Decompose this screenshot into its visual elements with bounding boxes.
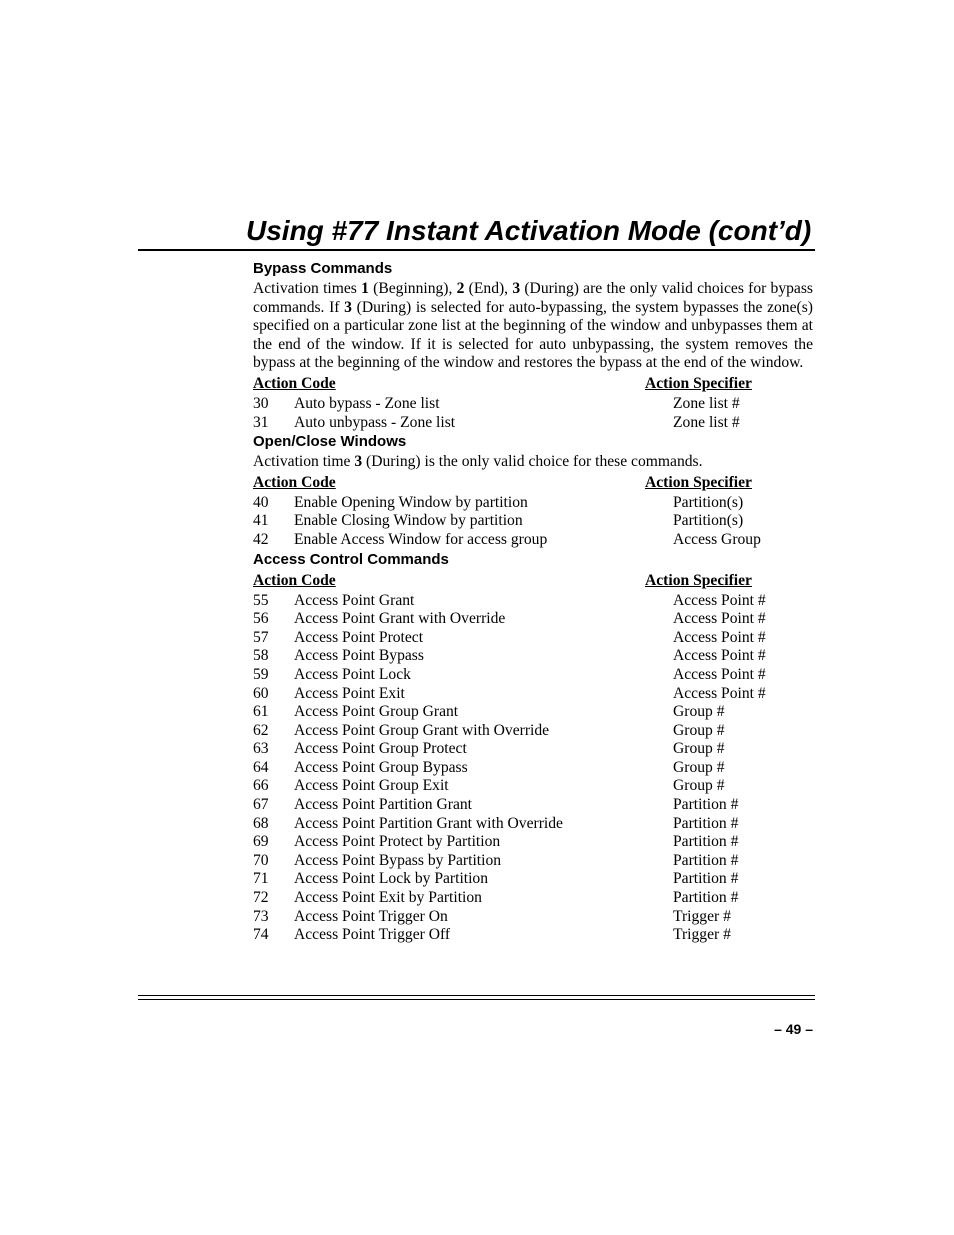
table-row [253,703,813,722]
text-run: (Beginning), [368,280,457,297]
action-specifier: Zone list # [673,413,740,431]
action-description: Access Point Grant [294,591,415,609]
action-description: Access Point Protect by Partition [294,833,501,851]
text-run: Activation time [253,453,355,471]
action-description: Auto unbypass - Zone list [294,413,456,431]
table-row [253,815,813,834]
action-specifier: Group # [673,777,725,795]
action-code: 64 [253,758,269,776]
action-code: 69 [253,833,269,851]
action-specifier: Access Point # [673,628,766,646]
action-specifier: Group # [673,703,725,721]
table-row [253,512,813,531]
open-close-table [253,494,813,550]
action-code: 42 [253,530,269,548]
action-specifier: Partition(s) [673,512,744,530]
table-row [253,870,813,889]
action-specifier: Access Group [673,530,761,548]
action-specifier: Partition # [673,851,739,869]
action-code: 58 [253,647,269,665]
action-description: Access Point Bypass [294,647,424,665]
action-description: Access Point Group Grant with Override [294,721,550,739]
action-specifier: Zone list # [673,394,740,412]
title-rule [138,249,815,251]
action-description: Access Point Lock [294,665,411,683]
table-row [253,395,813,414]
action-description: Access Point Group Exit [294,777,449,795]
bold-run: 3 [512,280,521,297]
action-description: Access Point Partition Grant with Override [294,814,563,832]
bypass-column-headers [253,373,813,395]
action-code: 31 [253,413,269,431]
table-row [253,777,813,796]
action-specifier: Group # [673,721,725,739]
action-specifier: Partition # [673,833,739,851]
bold-run: 2 [456,280,465,297]
action-code: 40 [253,493,269,511]
open-close-column-headers [253,472,813,494]
action-description: Access Point Group Grant [294,703,459,721]
action-code: 67 [253,796,269,814]
action-code: 70 [253,851,269,869]
action-specifier: Partition # [673,870,739,888]
action-specifier: Access Point # [673,647,766,665]
action-specifier: Access Point # [673,665,766,683]
table-row [253,833,813,852]
action-description: Access Point Grant with Override [294,610,506,628]
action-code: 60 [253,684,269,702]
action-specifier: Partition # [673,814,739,832]
table-row [253,740,813,759]
action-description: Access Point Exit by Partition [294,889,482,907]
action-description: Access Point Bypass by Partition [294,851,502,869]
action-code: 41 [253,512,269,530]
action-description: Access Point Partition Grant [294,796,473,814]
bottom-rule [138,999,815,1000]
table-row [253,647,813,666]
table-row [253,889,813,908]
table-row [253,722,813,741]
action-specifier: Access Point # [673,591,766,609]
bottom-rule [138,995,815,996]
col-action-specifier: Action Specifier [645,571,752,589]
access-column-headers [253,570,813,592]
page-content [253,259,813,945]
text-run: (During) is the only valid choice for these commands. [362,453,703,471]
action-specifier: Group # [673,740,725,758]
bold-run: 3 [354,453,363,471]
action-description: Access Point Lock by Partition [294,870,489,888]
table-row [253,531,813,550]
action-code: 55 [253,591,269,609]
open-close-paragraph [253,453,813,472]
action-description: Access Point Group Protect [294,740,467,758]
text-run: (During) is selected for auto-bypassing, the system bypasses the zone(s) specified on a particular zone list at the beginning of the window and unbypasses them at the end of the window. If it is selected for auto unbypassing, the system removes the bypass at the beginning of the window and restores the bypass at the end of the window. [253,298,813,372]
action-code: 59 [253,665,269,683]
action-code: 62 [253,721,269,739]
access-heading: Access Control Commands [253,550,449,568]
action-code: 56 [253,610,269,628]
action-code: 74 [253,926,269,944]
action-description: Enable Closing Window by partition [294,512,523,530]
action-code: 73 [253,907,269,925]
action-specifier: Access Point # [673,610,766,628]
bypass-heading: Bypass Commands [253,260,393,277]
col-action-code: Action Code [253,374,336,392]
action-description: Access Point Trigger On [294,907,448,925]
table-row [253,759,813,778]
action-code: 71 [253,870,269,888]
table-row [253,852,813,871]
action-specifier: Access Point # [673,684,766,702]
action-specifier: Group # [673,758,725,776]
action-description: Access Point Protect [294,628,424,646]
table-row [253,494,813,513]
page-number: – 49 – [774,1021,813,1037]
action-description: Enable Access Window for access group [294,530,548,548]
bold-run: 3 [344,298,352,316]
action-description: Access Point Trigger Off [294,926,451,944]
action-code: 66 [253,777,269,795]
text-run: (End), [464,280,513,297]
col-action-specifier: Action Specifier [645,374,752,392]
page-title: Using #77 Instant Activation Mode (cont’d) [246,215,812,246]
col-action-code: Action Code [253,571,336,589]
col-action-code: Action Code [253,473,336,491]
action-code: 68 [253,814,269,832]
action-code: 61 [253,703,269,721]
action-description: Access Point Exit [294,684,405,702]
action-specifier: Partition # [673,796,739,814]
action-code: 63 [253,740,269,758]
action-code: 72 [253,889,269,907]
bold-run: 1 [361,280,369,297]
access-table [253,592,813,945]
table-row [253,685,813,704]
table-row [253,414,813,433]
action-code: 30 [253,394,269,412]
bypass-paragraph [253,280,813,373]
open-close-heading: Open/Close Windows [253,433,407,451]
table-row [253,592,813,611]
action-description: Auto bypass - Zone list [294,394,440,412]
text-run: (During) are the only valid choices for bypass commands. If [253,280,813,316]
action-description: Access Point Group Bypass [294,758,468,776]
bypass-table [253,395,813,432]
action-code: 57 [253,628,269,646]
table-row [253,926,813,945]
action-specifier: Trigger # [673,926,731,944]
table-row [253,666,813,685]
action-specifier: Trigger # [673,907,731,925]
col-action-specifier: Action Specifier [645,473,752,491]
action-specifier: Partition # [673,889,739,907]
table-row [253,796,813,815]
text-run: Activation times [253,280,362,297]
action-specifier: Partition(s) [673,493,744,511]
table-row [253,908,813,927]
action-description: Enable Opening Window by partition [294,493,528,511]
table-row [253,610,813,629]
table-row [253,629,813,648]
